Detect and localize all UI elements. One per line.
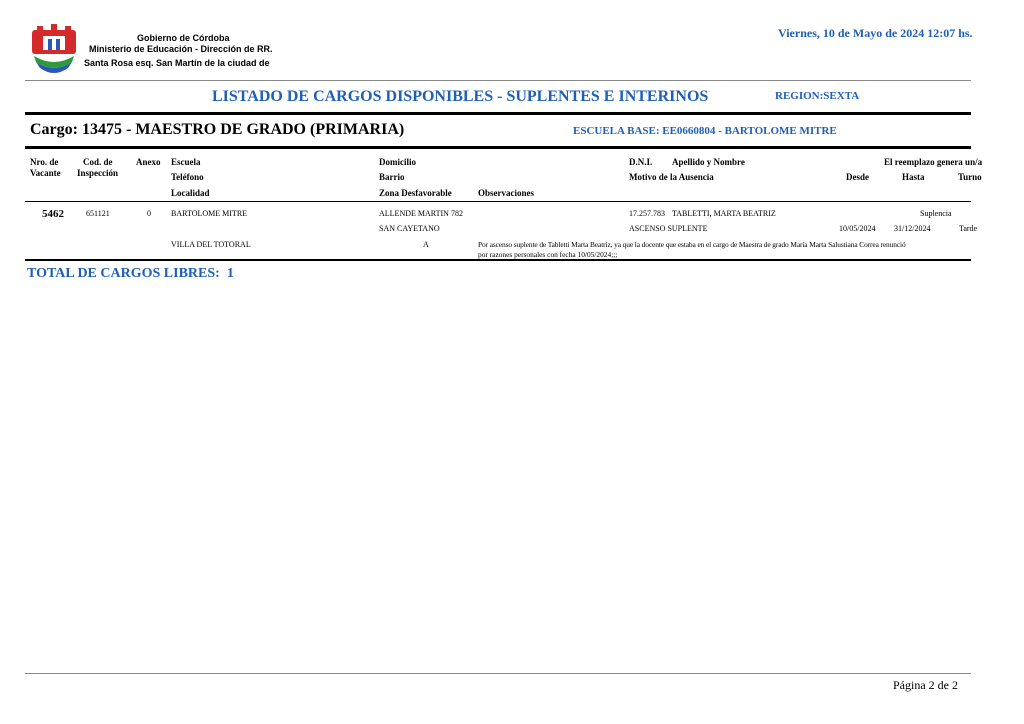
report-datetime: Viernes, 10 de Mayo de 2024 12:07 hs. (778, 26, 973, 40)
col-cod-inspeccion-1: Cod. de (83, 157, 113, 167)
col-observaciones: Observaciones (478, 188, 534, 198)
col-domicilio: Domicilio (379, 157, 416, 167)
dni: 17.257.783 (629, 209, 665, 218)
col-anexo: Anexo (136, 157, 161, 167)
gobierno-cordoba-logo (28, 24, 80, 78)
row-divider (25, 259, 971, 261)
org-line-2: Ministerio de Educación - Dirección de RR. (89, 44, 273, 54)
observaciones-line-1: Por ascenso suplente de Tabletti Marta Beatriz, ya que la docente que estaba en el cargo de Maestra de grado María Marta Salustiana Correa renunció (478, 240, 906, 249)
escuela: BARTOLOME MITRE (171, 209, 248, 218)
cargo-divider (25, 146, 971, 149)
cod-inspeccion: 651121 (86, 209, 110, 218)
page-number: Página 2 de 2 (893, 678, 958, 692)
cargo-label: Cargo: 13475 - MAESTRO DE GRADO (PRIMARIA) (30, 121, 405, 138)
turno: Tarde (959, 224, 978, 233)
motivo-ausencia: ASCENSO SUPLENTE (629, 224, 708, 233)
org-line-3: Santa Rosa esq. San Martín de la ciudad de (84, 58, 270, 68)
region-label: REGION:SEXTA (775, 90, 860, 102)
observaciones-line-2: por razones personales con fecha 10/05/2024;;; (478, 250, 618, 259)
col-apellido-nombre: Apellido y Nombre (672, 157, 745, 167)
report-title: LISTADO DE CARGOS DISPONIBLES - SUPLENTES E INTERINOS (212, 88, 709, 105)
fecha-hasta: 31/12/2024 (894, 224, 931, 233)
localidad: VILLA DEL TOTORAL (171, 240, 251, 249)
escuela-base: ESCUELA BASE: EE0660804 - BARTOLOME MITRE (573, 125, 837, 137)
nro-vacante: 5462 (42, 208, 64, 220)
col-desde: Desde (846, 172, 869, 182)
total-cargos-libres: TOTAL DE CARGOS LIBRES: 1 (27, 266, 234, 281)
zona-desfavorable: A (423, 240, 429, 249)
domicilio: ALLENDE MARTIN 782 (379, 209, 463, 218)
col-reemplazo: El reemplazo genera un/a (884, 157, 983, 167)
fecha-desde: 10/05/2024 (839, 224, 876, 233)
col-telefono: Teléfono (171, 172, 204, 182)
col-hasta: Hasta (902, 172, 925, 182)
col-dni: D.N.I. (629, 157, 653, 167)
col-escuela: Escuela (171, 157, 201, 167)
apellido-nombre: TABLETTI, MARTA BEATRIZ (672, 209, 776, 218)
columns-divider (25, 201, 971, 202)
col-motivo: Motivo de la Ausencia (629, 172, 714, 182)
col-turno: Turno (958, 172, 982, 182)
col-localidad: Localidad (171, 188, 210, 198)
org-line-1: Gobierno de Córdoba (137, 33, 230, 43)
title-divider (25, 112, 971, 115)
header-divider (25, 80, 971, 81)
col-nro-vacante-1: Nro. de (30, 157, 59, 167)
col-barrio: Barrio (379, 172, 405, 182)
col-cod-inspeccion-2: Inspección (77, 168, 119, 178)
genera-tipo: Suplencia (920, 209, 952, 218)
anexo: 0 (147, 209, 151, 218)
footer-divider (25, 673, 971, 674)
barrio: SAN CAYETANO (379, 224, 440, 233)
col-nro-vacante-2: Vacante (30, 168, 61, 178)
col-zona: Zona Desfavorable (379, 188, 452, 198)
